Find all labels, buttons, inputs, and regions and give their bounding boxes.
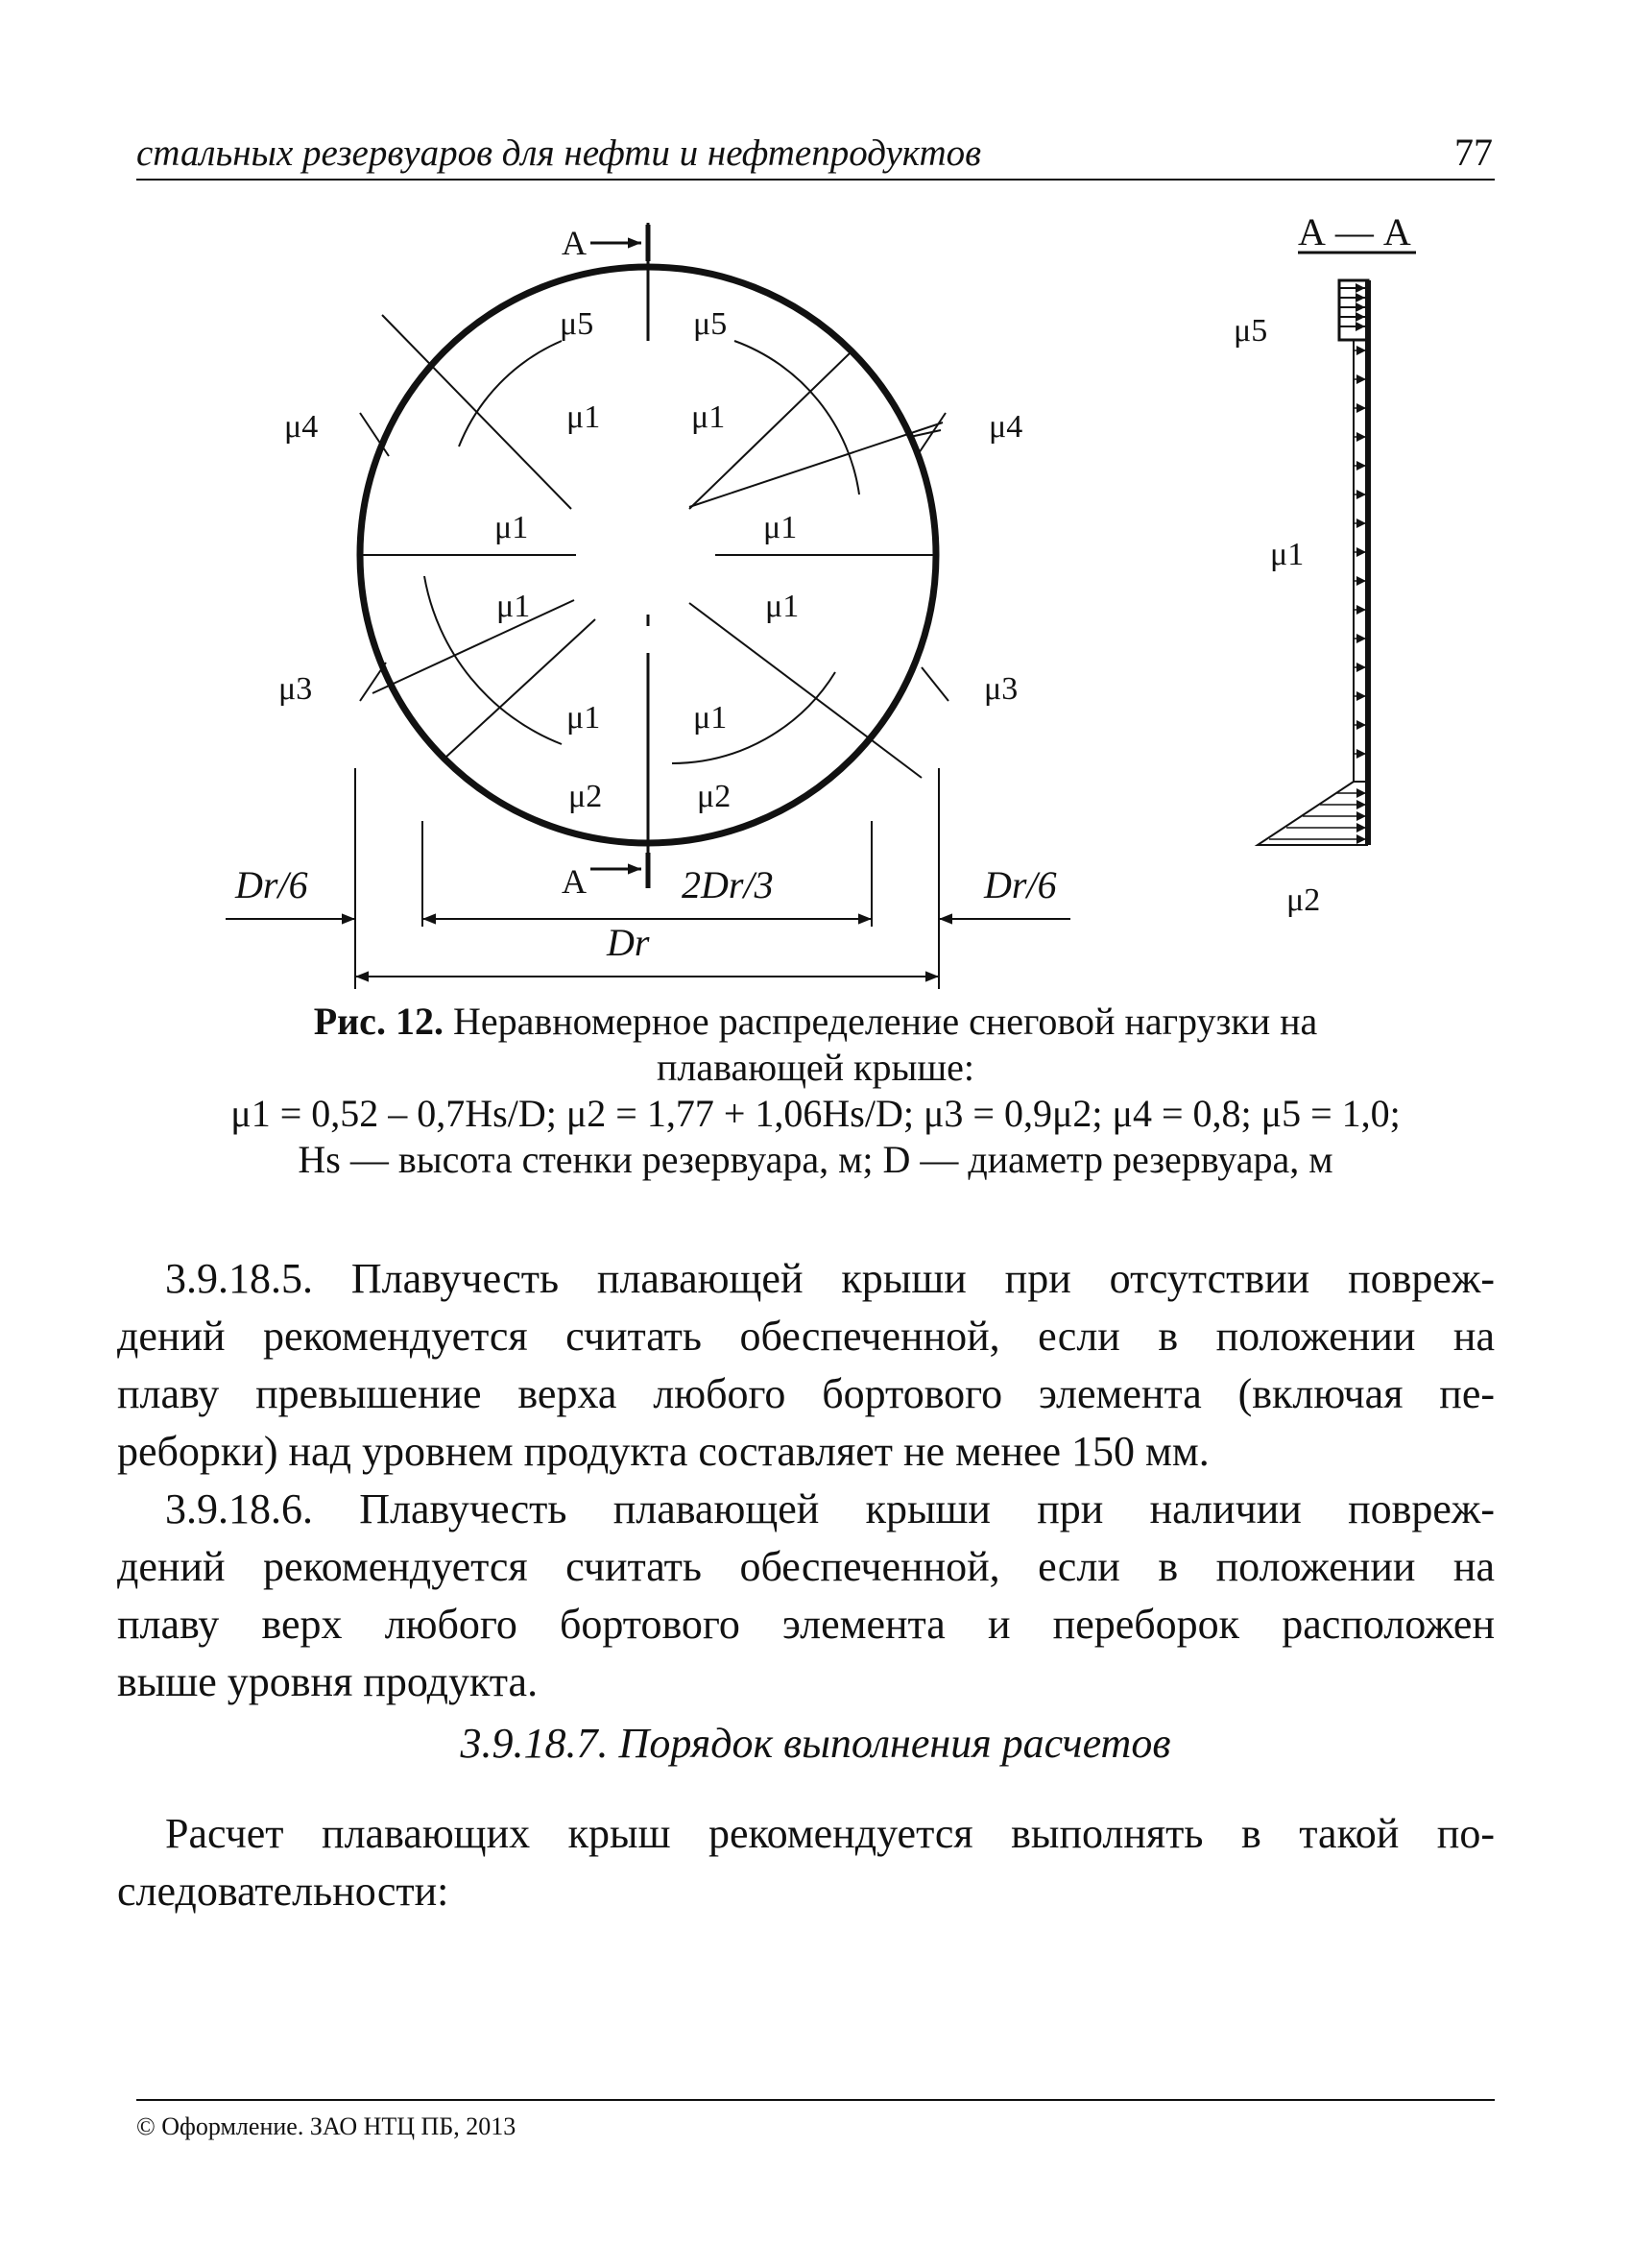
label-mu3-right: μ3 (984, 671, 1019, 707)
paragraph-line: Расчет плавающих крыш рекомендуется выполнять в такой по- (165, 1810, 1495, 1857)
tick-se (922, 667, 948, 701)
caption-title-line1 (136, 999, 1495, 1045)
label-mu3-left: μ3 (278, 671, 313, 707)
paragraph-calculation-order (117, 1805, 1495, 1920)
footer-copyright: © Оформление. ЗАО НТЦ ПБ, 2013 (136, 2112, 516, 2140)
svg-text:А: А (562, 862, 587, 901)
paragraph-line: 3.9.18.6. Плавучесть плавающей крыши при наличии повреж- (165, 1485, 1495, 1532)
footer-rule (136, 2099, 1495, 2101)
paragraph-line: плаву превышение верха любого бортового элемента (включая пе- (117, 1370, 1495, 1417)
dim-label-total: Dr (607, 921, 650, 964)
paragraph-line: выше уровня продукта. (117, 1658, 539, 1705)
load-arrows-mu2 (1269, 793, 1366, 839)
label-mu2-left: μ2 (568, 779, 603, 814)
caption-formulas: μ1 = 0,52 – 0,7Hs/D; μ2 = 1,77 + 1,06Hs/D; μ3 = 0,9μ2; μ4 = 0,8; μ5 = 1,0; (230, 1092, 1401, 1135)
section-subheading: 3.9.18.7. Порядок выполнения расчетов (460, 1720, 1171, 1767)
paragraph-3-9-18-5 (117, 1250, 1495, 1481)
diagonal-ne (689, 422, 943, 507)
label-mu1-upper-right: μ1 (691, 399, 726, 435)
label-mu5-right: μ5 (693, 306, 728, 342)
dimension-labels (234, 863, 1057, 964)
section-mark-top (562, 224, 648, 262)
load-triangle-mu2 (1258, 782, 1368, 845)
load-arrows-mu1 (1355, 350, 1366, 754)
paragraph-line: реборки) над уровнем продукта составляет не менее 150 мм. (117, 1428, 1210, 1475)
label-mu4-right: μ4 (989, 409, 1023, 445)
label-mu4-left: μ4 (284, 409, 319, 445)
page-number: 77 (1454, 131, 1493, 174)
paragraph-line: плаву верх любого бортового элемента и переборок расположен (117, 1601, 1495, 1648)
label-mu5-left: μ5 (560, 306, 594, 342)
label-mu1-lower-right: μ1 (765, 589, 800, 624)
label-mu1-mid-left: μ1 (494, 510, 529, 545)
label-mu1-mid-right: μ1 (763, 510, 798, 545)
section-label-mu2: μ2 (1286, 882, 1321, 918)
tick-sw (360, 663, 386, 701)
caption-title-part1: Неравномерное распределение снеговой нагрузки на (452, 1000, 1318, 1043)
diagonal-sw (372, 600, 574, 693)
load-arrows-mu5 (1339, 288, 1365, 326)
label-mu1-bottom-right: μ1 (693, 700, 728, 736)
section-title: А — А (1298, 210, 1411, 253)
paragraph-line: 3.9.18.5. Плавучесть плавающей крыши при отсутствии повреж- (165, 1255, 1495, 1302)
section-mark-bottom (562, 853, 648, 901)
paragraph-line: дений рекомендуется считать обеспеченной, если в положении на (117, 1313, 1495, 1360)
plan-view (360, 223, 948, 879)
label-mu1-lower-left: μ1 (496, 589, 531, 624)
caption-title-part2: плавающей крыше: (656, 1046, 975, 1089)
caption-legend: Hs — высота стенки резервуара, м; D — диаметр резервуара, м (298, 1138, 1333, 1181)
caption-label: Рис. 12. (313, 1000, 444, 1043)
label-mu2-right: μ2 (697, 779, 732, 814)
label-mu1-bottom-left: μ1 (566, 700, 601, 736)
section-view (1234, 210, 1416, 918)
figure-caption (136, 999, 1495, 1183)
diagonal-a (446, 619, 595, 757)
section-label-mu1: μ1 (1270, 537, 1305, 572)
dim-label-middle: 2Dr/3 (682, 863, 774, 906)
paragraph-3-9-18-6 (117, 1481, 1495, 1711)
paragraph-line: следовательности: (117, 1868, 449, 1915)
paragraph-line: дений рекомендуется считать обеспеченной, если в положении на (117, 1543, 1495, 1590)
section-label-mu5: μ5 (1234, 313, 1268, 349)
plan-zone-labels (278, 306, 1022, 814)
label-mu1-upper-left: μ1 (566, 399, 601, 435)
svg-text:А: А (562, 224, 587, 262)
running-title: стальных резервуаров для нефти и нефтепродуктов (136, 133, 982, 174)
inner-arc-upper-left (459, 341, 562, 446)
snow-load-figure (0, 0, 1632, 999)
load-block-mu5 (1339, 280, 1368, 340)
dim-label-right: Dr/6 (984, 863, 1057, 906)
diagonal-se (689, 603, 922, 778)
dim-label-left: Dr/6 (235, 863, 308, 906)
